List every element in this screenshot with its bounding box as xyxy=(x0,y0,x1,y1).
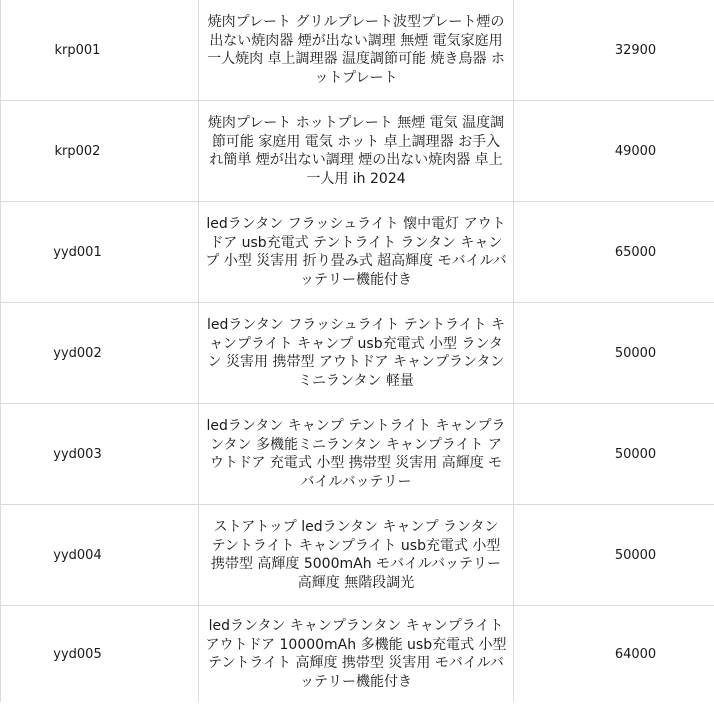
product-price-cell[interactable] xyxy=(514,404,714,505)
product-price: 50000 xyxy=(614,547,657,563)
product-title: ledランタン キャンプランタン キャンプライト アウトドア 10000mAh 多機能 usb充電式 小型 テントライト 高輝度 携帯型 災害用 モバイルバッテリー機能付き xyxy=(205,618,507,690)
table-row[interactable] xyxy=(1,404,714,505)
product-price: 50000 xyxy=(614,345,657,361)
product-id-cell[interactable] xyxy=(1,0,199,101)
product-price-cell[interactable] xyxy=(514,202,714,303)
product-title: ledランタン フラッシュライト テントライト キャンプライト キャンプ usb充電式 小型 ランタン 災害用 携帯型 アウトドア キャンプランタン ミニランタン 軽量 xyxy=(206,317,506,389)
table-row[interactable] xyxy=(1,505,714,606)
table-row[interactable] xyxy=(1,303,714,404)
product-id-cell[interactable] xyxy=(1,404,199,505)
product-id: yyd002 xyxy=(53,345,102,361)
product-title: ストアトップ ledランタン キャンプ ランタン テントライト キャンプライト usb充電式 小型 携帯型 高輝度 5000mAh モバイルバッテリー 高輝度 無階段調光 xyxy=(210,519,502,591)
product-price-cell[interactable] xyxy=(514,0,714,101)
table-row[interactable] xyxy=(1,606,714,703)
product-id: yyd001 xyxy=(53,244,102,260)
product-id-cell[interactable] xyxy=(1,202,199,303)
product-title-cell[interactable] xyxy=(199,505,514,606)
table-row[interactable] xyxy=(1,101,714,202)
product-id-cell[interactable] xyxy=(1,303,199,404)
product-title-cell[interactable] xyxy=(199,0,514,101)
product-id: yyd003 xyxy=(53,446,102,462)
product-id: krp002 xyxy=(54,143,101,159)
product-price: 65000 xyxy=(614,244,657,260)
product-price: 50000 xyxy=(614,446,657,462)
table-row[interactable] xyxy=(1,202,714,303)
product-price: 32900 xyxy=(614,42,657,58)
product-price-cell[interactable] xyxy=(514,606,714,703)
product-price-cell[interactable] xyxy=(514,101,714,202)
product-id: krp001 xyxy=(54,42,101,58)
product-title: 焼肉プレート グリルプレート波型プレート煙の出ない焼肉器 煙が出ない調理 無煙 電気家庭用 一人焼肉 卓上調理器 温度調節可能 焼き鳥器 ホットプレート xyxy=(207,14,505,86)
product-title-cell[interactable] xyxy=(199,101,514,202)
product-id-cell[interactable] xyxy=(1,606,199,703)
product-price-cell[interactable] xyxy=(514,303,714,404)
product-title-cell[interactable] xyxy=(199,404,514,505)
product-title-cell[interactable] xyxy=(199,202,514,303)
product-price: 64000 xyxy=(614,646,657,662)
product-title: ledランタン キャンプ テントライト キャンプランタン 多機能ミニランタン キャンプライト アウトドア 充電式 小型 携帯型 災害用 高輝度 モバイルバッテリー xyxy=(206,418,506,490)
product-id-cell[interactable] xyxy=(1,101,199,202)
product-id: yyd004 xyxy=(53,547,102,563)
product-title-cell[interactable] xyxy=(199,606,514,703)
table-row[interactable] xyxy=(1,0,714,101)
product-id: yyd005 xyxy=(53,646,102,662)
product-title-cell[interactable] xyxy=(199,303,514,404)
product-title: 焼肉プレート ホットプレート 無煙 電気 温度調節可能 家庭用 電気 ホット 卓上調理器 お手入れ簡単 煙が出ない調理 煙の出ない焼肉器 卓上 一人用 ih 2024 xyxy=(207,115,505,187)
product-id-cell[interactable] xyxy=(1,505,199,606)
product-price: 49000 xyxy=(614,143,657,159)
product-price-cell[interactable] xyxy=(514,505,714,606)
product-title: ledランタン フラッシュライト 懐中電灯 アウトドア usb充電式 テントライト ランタン キャンプ 小型 災害用 折り畳み式 超高輝度 モバイルバッテリー機能付き xyxy=(205,216,507,288)
